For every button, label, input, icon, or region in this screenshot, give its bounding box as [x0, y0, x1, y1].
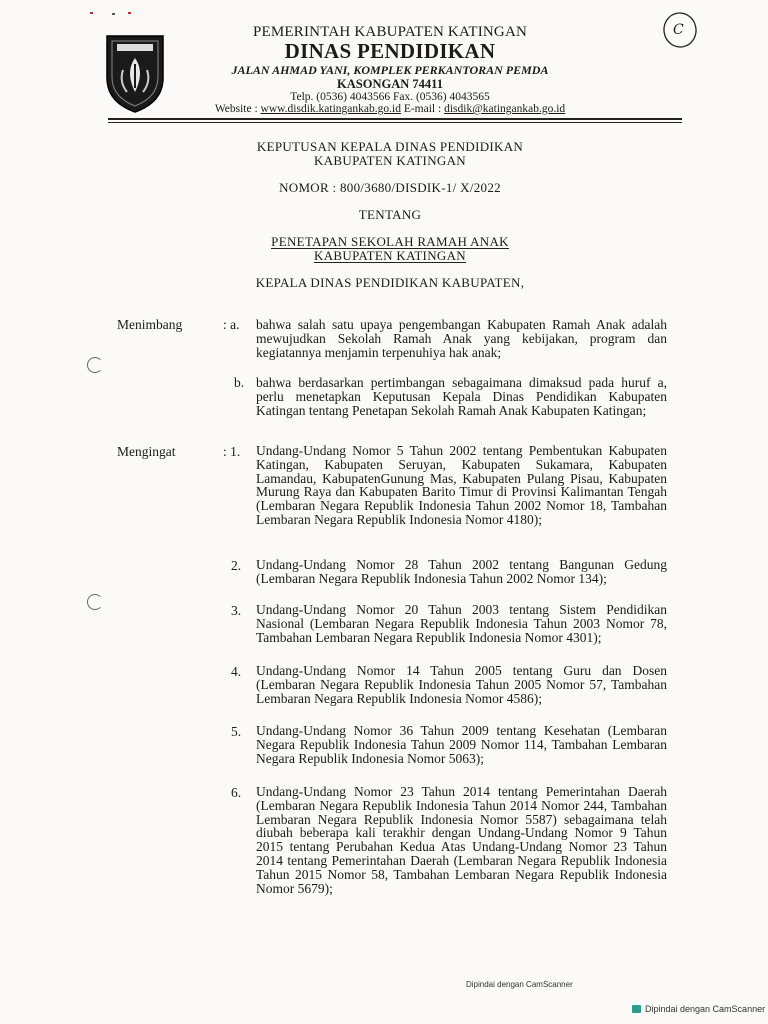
decree-title-line2: KABUPATEN KATINGAN [314, 153, 466, 168]
email-label: E-mail : [403, 103, 442, 115]
scan-speck [90, 12, 93, 14]
handwritten-circle-mark [660, 8, 700, 48]
mengingat-2-marker: 2. [231, 558, 242, 573]
decree-about: TENTANG [358, 207, 422, 222]
letterhead-rule-thin [108, 122, 682, 123]
agency-city: KASONGAN 74411 [337, 77, 443, 91]
letterhead-rule [108, 118, 682, 120]
government-name: PEMERINTAH KABUPATEN KATINGAN [252, 24, 528, 40]
website-link[interactable]: www.disdik.katingankab.go.id [260, 103, 401, 115]
watermark-text: Dipindai dengan CamScanner [645, 1004, 766, 1014]
mengingat-3-marker: 3. [231, 603, 242, 618]
decree-subject-text2: KABUPATEN KATINGAN [314, 248, 466, 263]
agency-name: DINAS PENDIDIKAN [284, 39, 496, 63]
agency-contact [180, 103, 600, 115]
mengingat-label: Mengingat [117, 444, 176, 459]
decree-title-line1: KEPUTUSAN KEPALA DINAS PENDIDIKAN [256, 139, 524, 154]
menimbang-a-marker: : a. [223, 317, 240, 332]
mengingat-6-marker: 6. [231, 785, 242, 800]
mengingat-6-text: Undang-Undang Nomor 23 Tahun 2014 tentang Pemerintahan Daerah (Lembaran Negara Republik Indonesia Tahun 2014 Nomor 244, Tambahan Lembaran Negara Republik Indonesia Nomor 5587) sebagaimana telah diubah beberapa kali terakhir dengan Undang-Undang Nomor 9 Tahun 2015 tentang Perubahan Kedua Atas Undang-Undang Nomor 23 Tahun 2014 tentang Pemerintahan Daerah (Lembaran Negara Republik Indonesia Tahun 2015 Nomor 58, Tambahan Lembaran Negara Republik Indonesia Nomor 5679); [256, 784, 667, 896]
mengingat-5-text: Undang-Undang Nomor 36 Tahun 2009 tentang Kesehatan (Lembaran Negara Republik Indonesia Tahun 2009 Nomor 114, Tambahan Lembaran Negara Republik Indonesia Nomor 5063); [256, 723, 667, 766]
punch-hole-mark [87, 594, 103, 610]
agency-phone: Telp. (0536) 4043566 Fax. (0536) 4043565 [290, 91, 490, 103]
mengingat-4-text: Undang-Undang Nomor 14 Tahun 2005 tentang Guru dan Dosen (Lembaran Negara Republik Indonesia Tahun 2005 Nomor 57, Tambahan Lembaran Negara Republik Indonesia Nomor 4586); [256, 663, 667, 706]
scan-note: Dipindai dengan CamScanner [466, 980, 573, 989]
email-link[interactable]: disdik@katingankab.go.id [444, 103, 566, 115]
decree-subject-line2 [180, 248, 600, 264]
regency-emblem [103, 30, 167, 114]
mengingat-5-marker: 5. [231, 724, 242, 739]
punch-hole-mark [87, 357, 103, 373]
mengingat-2-text: Undang-Undang Nomor 28 Tahun 2002 tentang Bangunan Gedung (Lembaran Negara Republik Indonesia Tahun 2002 Nomor 134); [256, 557, 667, 586]
agency-address: JALAN AHMAD YANI, KOMPLEK PERKANTORAN PEMDA [231, 63, 549, 77]
decree-issuer: KEPALA DINAS PENDIDIKAN KABUPATEN, [255, 275, 525, 290]
menimbang-b-marker: b. [234, 375, 245, 390]
mengingat-1-marker: : 1. [223, 444, 241, 459]
decree-subject-text1: PENETAPAN SEKOLAH RAMAH ANAK [271, 234, 509, 249]
menimbang-b-text: bahwa berdasarkan pertimbangan sebagaimana dimaksud pada huruf a, perlu menetapkan Keputusan Kepala Dinas Pendidikan Kabupaten Katingan tentang Penetapan Sekolah Ramah Anak Kabupaten Katingan; [256, 375, 667, 418]
camscanner-watermark [632, 1004, 765, 1014]
menimbang-label: Menimbang [117, 317, 183, 332]
scan-speck [112, 13, 115, 15]
scan-speck [128, 12, 131, 14]
mengingat-3-text: Undang-Undang Nomor 20 Tahun 2003 tentang Sistem Pendidikan Nasional (Lembaran Negara Republik Indonesia Tahun 2003 Nomor 78, Tambahan Lembaran Negara Republik Indonesia Nomor 4301); [256, 602, 667, 645]
mengingat-1-text: Undang-Undang Nomor 5 Tahun 2002 tentang Pembentukan Kabupaten Katingan, Kabupaten Seruyan, Kabupaten Sukamara, Kabupaten Lamandau, KabupatenGunung Mas, Kabupaten Pulang Pisau, Kabupaten Murung Raya dan Kabupaten Barito Timur di Provinsi Kalimantan Tengah (Lembaran Negara Republik Indonesia Tahun 2002 Nomor 18, Tambahan Lembaran Negara Republik Indonesia Nomor 4180); [256, 443, 667, 527]
menimbang-a-text: bahwa salah satu upaya pengembangan Kabupaten Ramah Anak adalah mewujudkan Sekolah Ramah Anak yang kebijakan, program dan kegiatannya menjamin terpenuhiya hak anak; [256, 317, 667, 360]
mengingat-4-marker: 4. [231, 664, 242, 679]
decree-number: NOMOR : 800/3680/DISDIK-1/ X/2022 [279, 180, 501, 195]
camscanner-icon [632, 1005, 641, 1013]
corner-mark-letter: C [673, 22, 684, 38]
website-label: Website : [214, 103, 258, 115]
